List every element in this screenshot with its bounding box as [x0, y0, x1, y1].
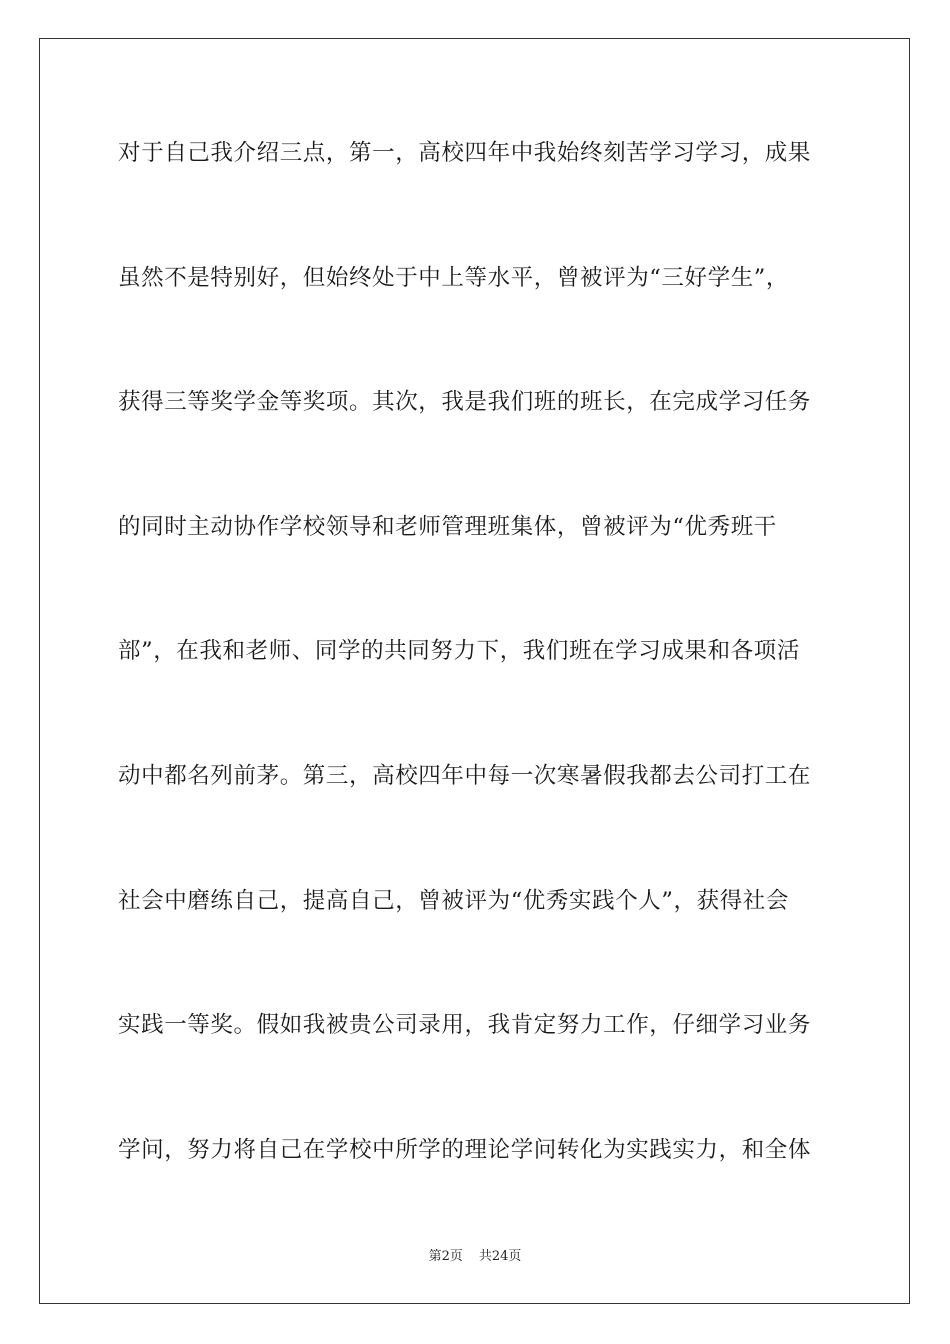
text-line: 实践一等奖。假如我被贵公司录用，我肯定努力工作，仔细学习业务	[118, 1012, 812, 1039]
text-line: 的同时主动协作学校领导和老师管理班集体，曾被评为“优秀班干	[118, 513, 777, 540]
text-line: 获得三等奖学金等奖项。其次，我是我们班的班长，在完成学习任务	[118, 389, 812, 416]
page-number-current: 第2页	[428, 1249, 463, 1264]
text-line: 社会中磨练自己，提高自己，曾被评为“优秀实践个人”，获得社会	[118, 887, 790, 914]
document-body	[118, 128, 838, 1249]
text-line: 学问，努力将自己在学校中所学的理论学问转化为实践实力，和全体	[118, 1136, 812, 1163]
text-line: 动中都名列前茅。第三，高校四年中每一次寒暑假我都去公司打工在	[118, 762, 812, 789]
text-line: 对于自己我介绍三点，第一，高校四年中我始终刻苦学习学习，成果	[118, 140, 812, 166]
page-number-total: 共24页	[478, 1249, 522, 1264]
text-line: 部”，在我和老师、同学的共同努力下，我们班在学习成果和各项活	[118, 638, 801, 665]
page-footer	[0, 1245, 950, 1264]
text-line: 虽然不是特别好，但始终处于中上等水平，曾被评为“三好学生”，	[118, 264, 790, 291]
